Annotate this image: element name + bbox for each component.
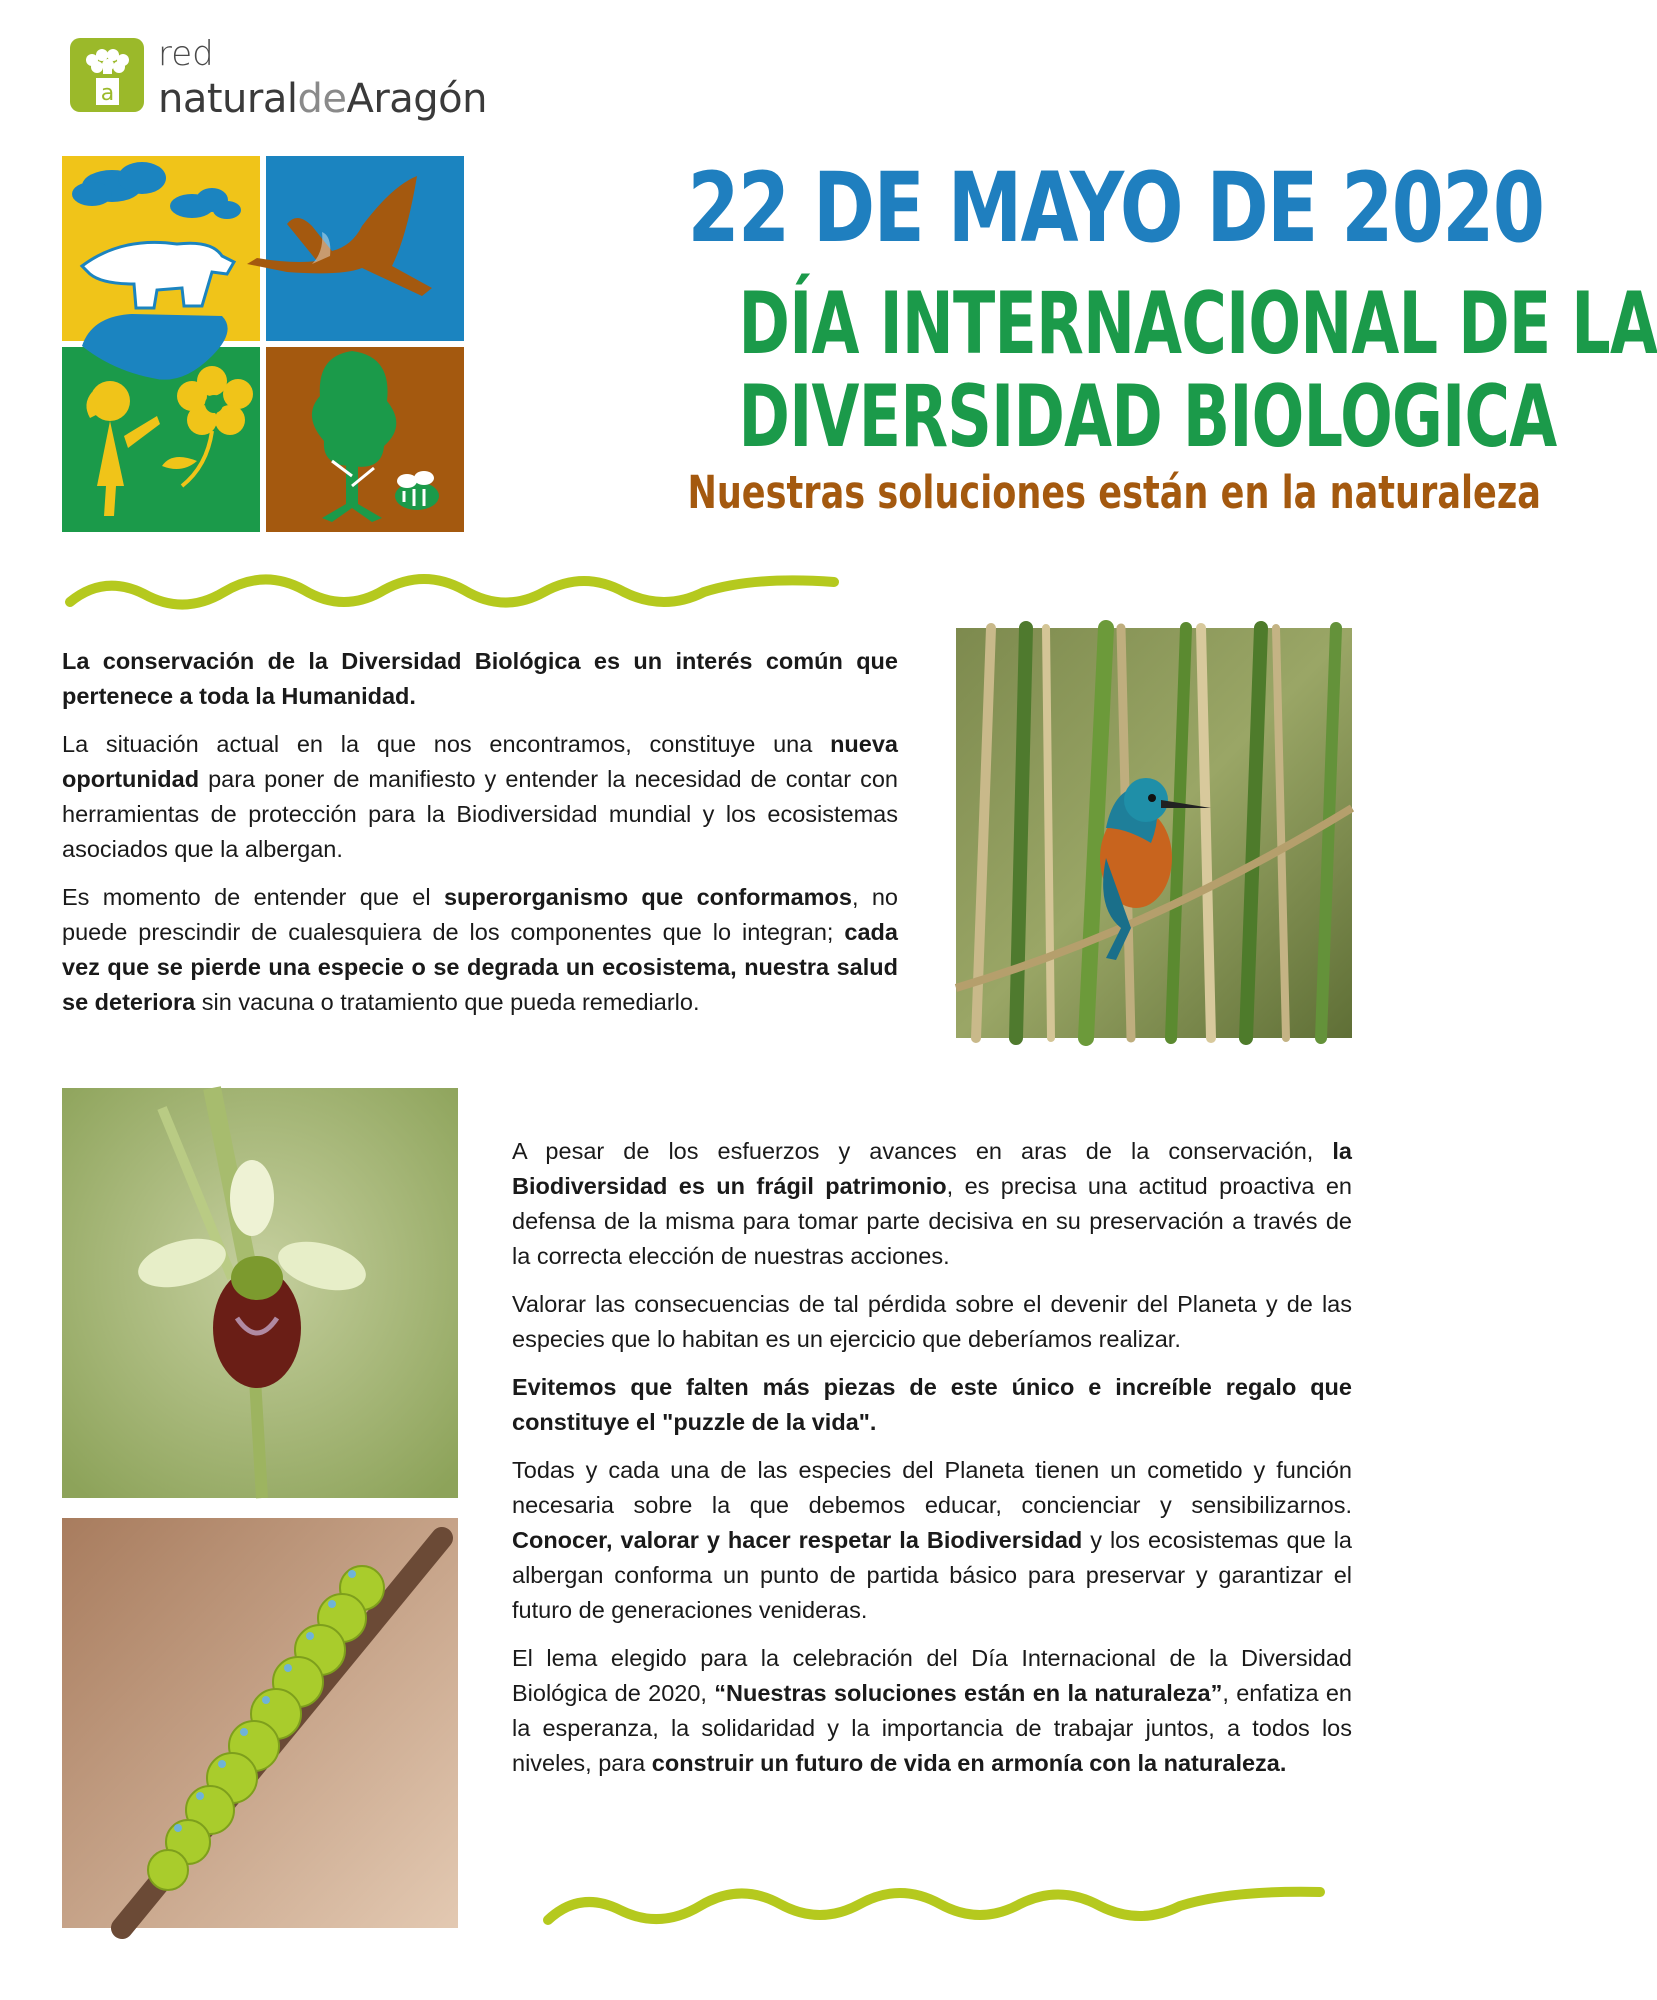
intro-paragraph-1: La conservación de la Diversidad Biológica es un interés común que pertenece a toda la Humanidad. bbox=[62, 648, 898, 709]
logo-text-red: red bbox=[158, 34, 214, 74]
body-paragraph-4: Todas y cada una de las especies del Planeta tienen un cometido y función necesaria sobre la que debemos educar, concienciar y sensibilizarnos. Conocer, valorar y hacer respetar la Biodiversidad y los ecosistemas que la albergan conforma un punto de partida básico para preservar y garantizar el futuro de generaciones venideras. bbox=[512, 1457, 1352, 1623]
logo-tree-icon bbox=[70, 38, 144, 112]
logo-text-aragon: Aragón bbox=[346, 76, 488, 122]
body-paragraph-5: El lema elegido para la celebración del Día Internacional de la Diversidad Biológica de 2020, “Nuestras soluciones están en la naturaleza”, enfatiza en la esperanza, la solidaridad y la importancia de trabajar juntos, a todos los niveles, para construir un futuro de vida en armonía con la naturaleza. bbox=[512, 1645, 1352, 1776]
tree-icon bbox=[312, 351, 396, 522]
polar-bear-icon bbox=[82, 242, 234, 379]
orchid-photo bbox=[62, 1088, 458, 1498]
intro-text-block bbox=[62, 644, 898, 1033]
decorative-wave-top bbox=[64, 560, 844, 630]
decorative-wave-bottom bbox=[540, 1872, 1330, 1942]
logo-text-de: de bbox=[297, 76, 347, 122]
intro-paragraph-2: La situación actual en la que nos encontramos, constituye una nueva oportunidad para poner de manifiesto y entender la necesidad de contar con herramientas de protección para la Biodiversidad mundial y los ecosistemas asociados que la albergan. bbox=[62, 731, 898, 862]
event-title-line2: DIVERSIDAD BIOLOGICA bbox=[738, 366, 1557, 467]
kingfisher-photo bbox=[956, 628, 1352, 1038]
goose-icon bbox=[247, 176, 432, 296]
event-date-heading: 22 DE MAYO DE 2020 bbox=[687, 152, 1544, 264]
cloud-icon bbox=[72, 162, 241, 219]
emblem-figures bbox=[62, 156, 464, 532]
logo-text-main bbox=[158, 76, 487, 122]
event-title-line1: DÍA INTERNACIONAL DE LA bbox=[738, 274, 1657, 374]
body-paragraph-3: Evitemos que falten más piezas de este único e increíble regalo que constituye el "puzzle de la vida". bbox=[512, 1374, 1352, 1435]
logo-letter: a bbox=[100, 81, 115, 106]
logo-mark bbox=[70, 38, 144, 112]
bee-icon bbox=[395, 471, 439, 510]
body-text-block bbox=[512, 1134, 1352, 1794]
girl-icon bbox=[86, 381, 160, 516]
body-paragraph-2: Valorar las consecuencias de tal pérdida sobre el devenir del Planeta y de las especies que lo habitan es un ejercicio que deberíamos realizar. bbox=[512, 1291, 1352, 1352]
event-subtitle: Nuestras soluciones están en la naturaleza bbox=[687, 466, 1541, 519]
biodiversity-emblem bbox=[62, 156, 464, 532]
flower-icon bbox=[162, 366, 253, 486]
logo-text-natural: natural bbox=[158, 76, 298, 122]
intro-paragraph-3: Es momento de entender que el superorganismo que conformamos, no puede prescindir de cualesquiera de los componentes que lo integran; cada vez que se pierde una especie o se degrada un ecosistema, nuestra salud se deteriora sin vacuna o tratamiento que pueda remediarlo. bbox=[62, 884, 898, 1015]
caterpillar-photo bbox=[62, 1518, 458, 1928]
body-paragraph-1: A pesar de los esfuerzos y avances en aras de la conservación, la Biodiversidad es un frágil patrimonio, es precisa una actitud proactiva en defensa de la misma para tomar parte decisiva en su preservación a través de la correcta elección de nuestras acciones. bbox=[512, 1138, 1353, 1269]
event-title-heading bbox=[738, 274, 1657, 467]
